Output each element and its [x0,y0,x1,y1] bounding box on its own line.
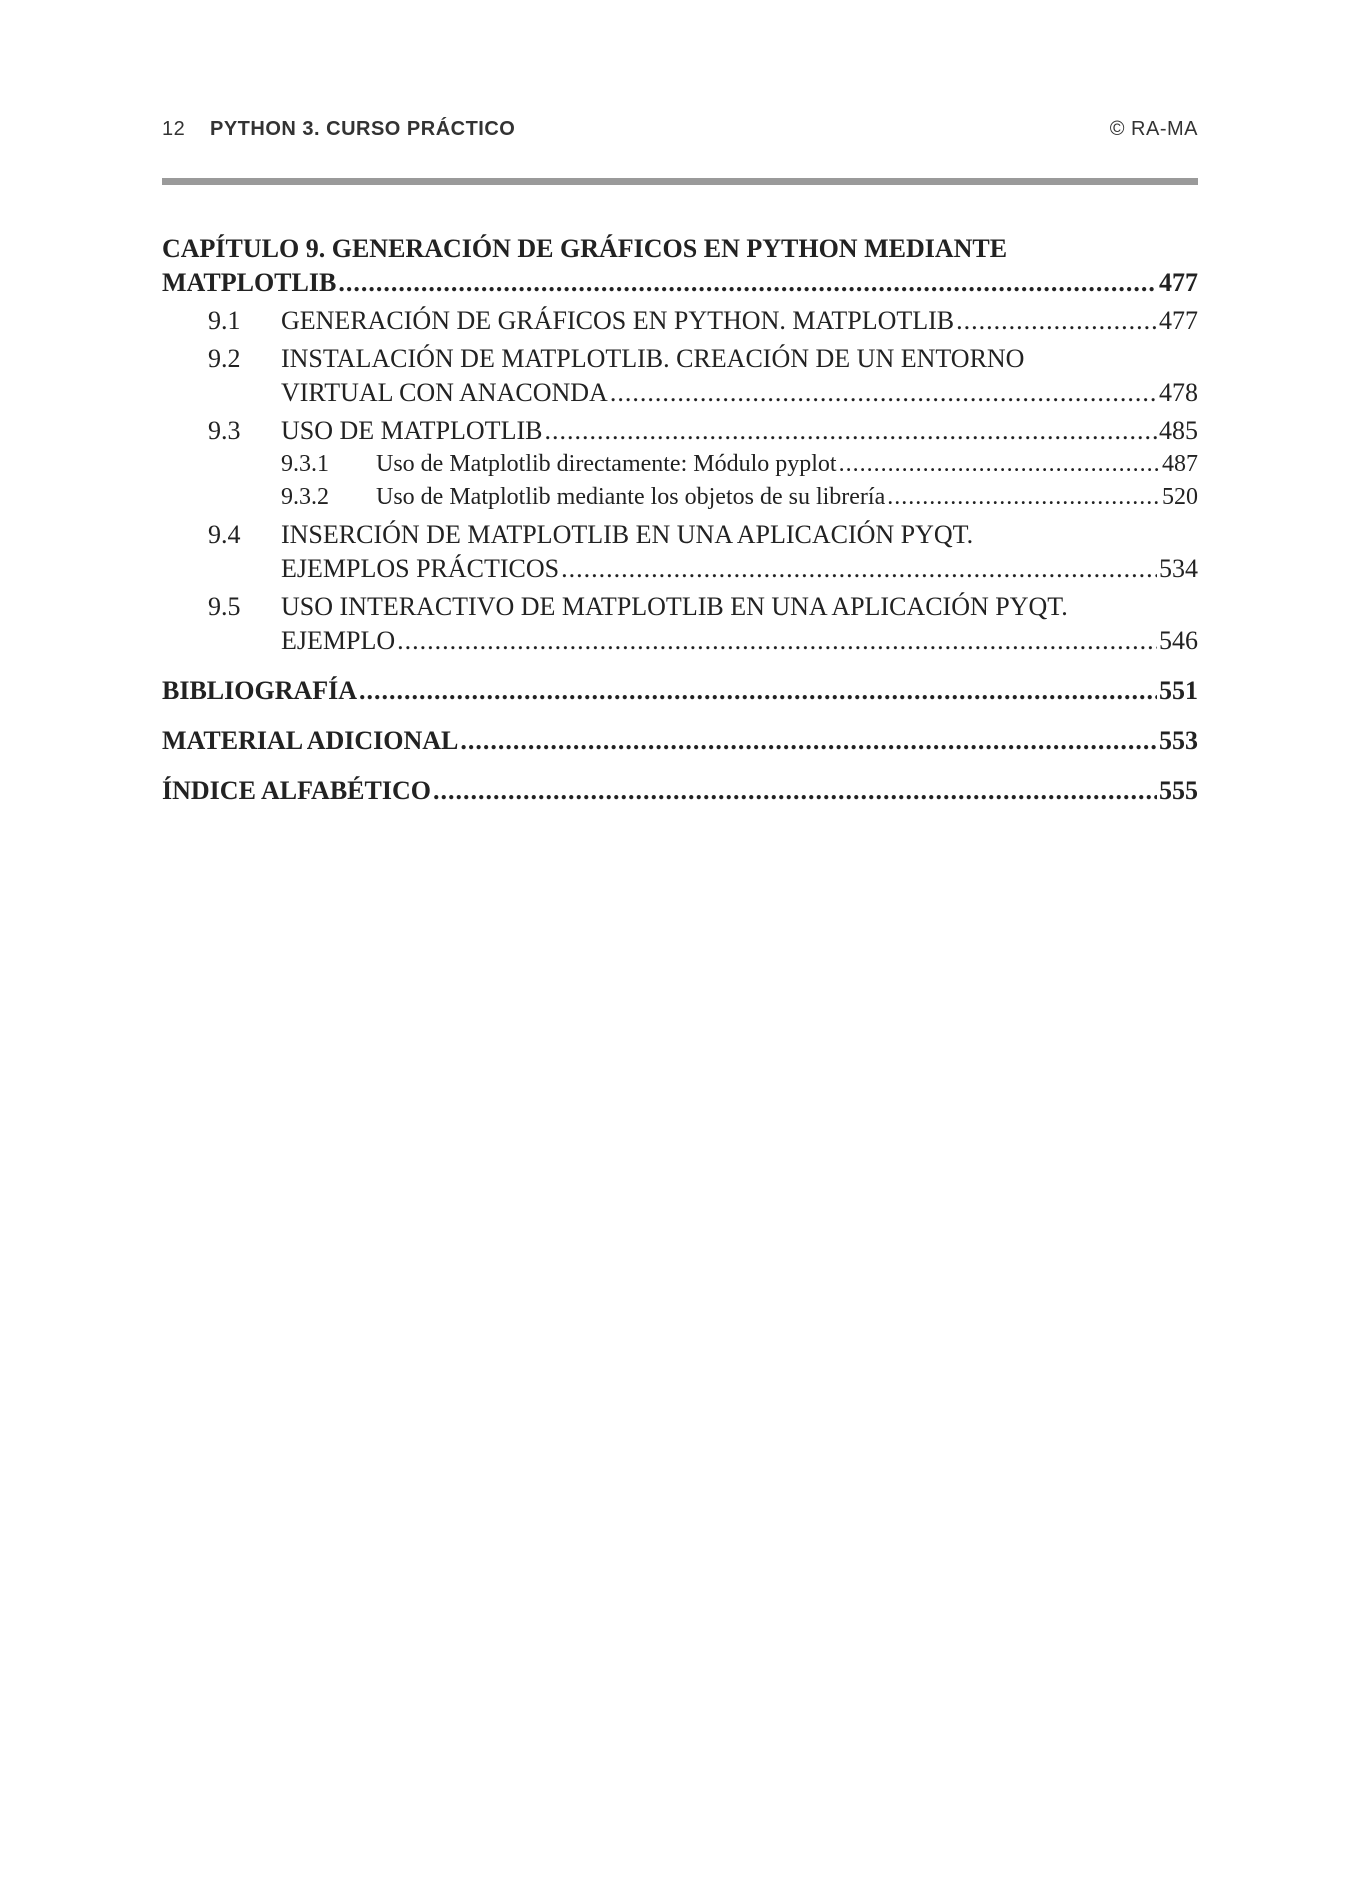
leader-dots [338,266,1157,300]
section-title: USO DE MATPLOTLIB [281,416,543,445]
leader-dots [561,552,1157,586]
toc-section-9-1[interactable] [162,304,1198,338]
section-title-line2: EJEMPLO [281,626,396,655]
section-title-line1: INSTALACIÓN DE MATPLOTLIB. CREACIÓN DE UN ENTORNO [281,344,1025,373]
section-title-line2: VIRTUAL CON ANACONDA [281,378,608,407]
section-page: 534 [1159,554,1198,583]
section-page: 485 [1159,416,1198,445]
alphabetical-index-title: ÍNDICE ALFABÉTICO [162,776,431,805]
header-divider [162,178,1198,185]
toc-additional-material[interactable] [162,724,1198,758]
leader-dots [460,724,1157,758]
bibliography-page: 551 [1159,676,1198,705]
section-title-line2: EJEMPLOS PRÁCTICOS [281,554,560,583]
bibliography-title: BIBLIOGRAFÍA [162,676,358,705]
toc-subsection-9-3-2[interactable] [162,481,1198,514]
section-title-line1: USO INTERACTIVO DE MATPLOTLIB EN UNA APLICACIÓN PYQT. [281,592,1068,621]
subsection-title: Uso de Matplotlib mediante los objetos de su librería [376,484,886,510]
leader-dots [544,414,1157,448]
section-page: 477 [1159,306,1198,335]
section-number: 9.2 [208,344,241,373]
table-of-contents [162,232,1198,808]
leader-dots [397,624,1157,658]
subsection-page: 520 [1162,484,1198,510]
section-number: 9.5 [208,592,241,621]
publisher-mark: © RA-MA [1109,118,1198,140]
section-page: 546 [1159,626,1198,655]
section-title-line1: INSERCIÓN DE MATPLOTLIB EN UNA APLICACIÓN PYQT. [281,520,974,549]
toc-chapter-9[interactable] [162,232,1198,300]
leader-dots [359,674,1157,708]
chapter-title-line2: MATPLOTLIB [162,268,337,297]
toc-bibliography[interactable] [162,674,1198,708]
section-number: 9.3 [208,416,241,445]
section-page: 478 [1159,378,1198,407]
running-title: PYTHON 3. CURSO PRÁCTICO [210,118,516,140]
leader-dots [839,448,1160,481]
leader-dots [887,481,1160,514]
toc-subsection-9-3-1[interactable] [162,448,1198,481]
leader-dots [610,376,1157,410]
subsection-number: 9.3.1 [281,451,329,477]
alphabetical-index-page: 555 [1159,776,1198,805]
toc-section-9-3[interactable] [162,414,1198,448]
section-number: 9.1 [208,306,241,335]
leader-dots [433,774,1157,808]
toc-alphabetical-index[interactable] [162,774,1198,808]
subsection-number: 9.3.2 [281,484,329,510]
page-header [162,118,1198,152]
toc-section-9-4[interactable] [162,518,1198,586]
subsection-page: 487 [1162,451,1198,477]
chapter-page: 477 [1159,268,1198,297]
additional-material-page: 553 [1159,726,1198,755]
additional-material-title: MATERIAL ADICIONAL [162,726,459,755]
section-number: 9.4 [208,520,241,549]
chapter-title-line1: CAPÍTULO 9. GENERACIÓN DE GRÁFICOS EN PYTHON MEDIANTE [162,234,1008,263]
section-title: GENERACIÓN DE GRÁFICOS EN PYTHON. MATPLOTLIB [281,306,955,335]
subsection-title: Uso de Matplotlib directamente: Módulo pyplot [376,451,837,477]
page-number: 12 [162,118,186,140]
leader-dots [956,304,1157,338]
toc-section-9-2[interactable] [162,342,1198,410]
toc-section-9-5[interactable] [162,590,1198,658]
